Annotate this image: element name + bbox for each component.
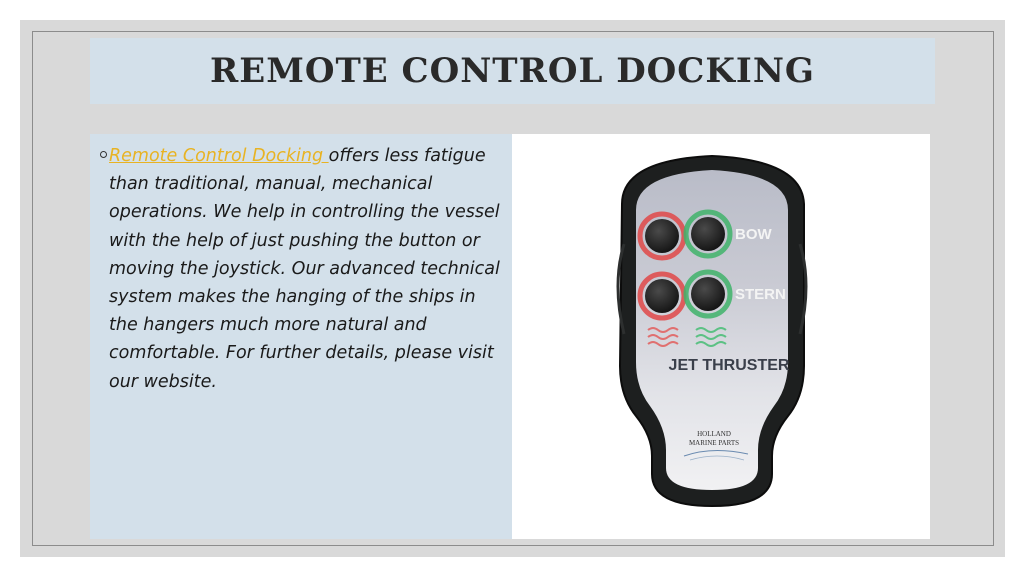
- bullet-paragraph: [109, 142, 506, 396]
- slide-title: REMOTE CONTROL DOCKING: [210, 51, 815, 91]
- text-panel: [90, 134, 512, 539]
- bullet-item: [100, 142, 506, 396]
- title-band: [90, 38, 935, 104]
- bow-starboard-button: [691, 217, 725, 251]
- maker-label-line2: MARINE PARTS: [688, 439, 740, 447]
- remote-control-image: [512, 134, 930, 539]
- bow-label: BOW: [735, 226, 772, 243]
- jet-thruster-label: JET THRUSTER: [668, 357, 790, 374]
- maker-label-line1: HOLLAND: [697, 430, 731, 438]
- circle-bullet-icon: [100, 151, 107, 158]
- stern-port-button: [645, 279, 679, 313]
- bullet-body-text: offers less fatigue than traditional, manual, mechanical operations. We help in controlling the vessel with the help of just pushing the button or moving the joystick. Our advanced technical system makes the hanging of the ships in the hangers much more natural and comfortable. For further details, please visit our website.: [109, 146, 500, 392]
- stern-label: STERN: [735, 286, 786, 303]
- stern-starboard-button: [691, 277, 725, 311]
- remote-control-illustration: [512, 134, 930, 539]
- remote-control-docking-link[interactable]: Remote Control Docking: [109, 146, 329, 166]
- bow-port-button: [645, 219, 679, 253]
